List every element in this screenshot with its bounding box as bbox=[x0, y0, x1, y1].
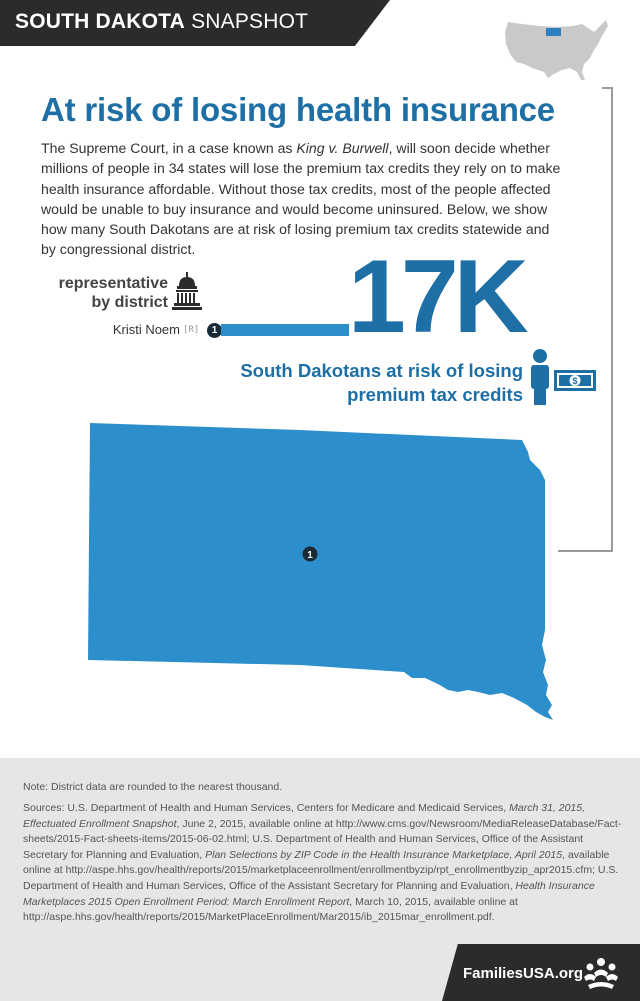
statewide-label-line2: premium tax credits bbox=[347, 384, 523, 405]
svg-text:$: $ bbox=[572, 376, 578, 386]
case-name: King v. Burwell bbox=[296, 140, 389, 156]
south-dakota-shape bbox=[88, 423, 553, 720]
capitol-icon bbox=[172, 272, 202, 310]
sources-title-3: Health Insurance Marketplaces 2015 Open Enrollment Period: March Enrollment Report bbox=[23, 879, 595, 908]
representative-name: Kristi Noem bbox=[112, 322, 180, 337]
dollar-bill-icon bbox=[554, 370, 596, 391]
header-state: SOUTH DAKOTA bbox=[15, 10, 186, 33]
intro-text-1: The Supreme Court, in a case known as bbox=[41, 140, 297, 156]
frame-line-right bbox=[611, 87, 613, 551]
families-usa-logo-icon bbox=[582, 957, 620, 989]
page-title: At risk of losing health insurance bbox=[41, 91, 555, 128]
statewide-total: 17K bbox=[348, 239, 524, 355]
us-map-highlight bbox=[546, 28, 561, 36]
south-dakota-map bbox=[0, 420, 560, 725]
rep-label-line1: representative bbox=[58, 275, 168, 292]
district-marker-bar: 1 bbox=[207, 323, 222, 338]
statewide-label-line1: South Dakotans at risk of losing bbox=[240, 360, 523, 381]
representative-party: [R] bbox=[183, 325, 200, 335]
sources-text-4: , March 10, 2015, available online at http://aspe.hhs.gov/health/reports/2015/MarketPlaceEnrollment/Mar2015/ib_2015mar_enrollment.pdf. bbox=[23, 895, 518, 924]
header-title bbox=[15, 10, 308, 34]
footer-note: Note: District data are rounded to the nearest thousand. bbox=[23, 781, 283, 793]
statewide-label bbox=[220, 359, 523, 407]
header-suffix: SNAPSHOT bbox=[191, 10, 309, 33]
frame-line-bottom bbox=[558, 550, 613, 552]
sources-title-2: Plan Selections by ZIP Code in the Health Insurance Marketplace, April 2015 bbox=[205, 848, 563, 861]
map-district-label: 1 bbox=[307, 550, 313, 561]
district-bar bbox=[221, 324, 349, 336]
sources-text-2: , June 2, 2015, available online at http://www.cms.gov/Newsroom/MediaReleaseDatabase/Fact-sheets/2015-Fact-sheets-items/2015-06-02.html; U.S. Department of Health and Human Services, Office of the Assistant Secretary for Planning and Evaluation, bbox=[23, 817, 622, 861]
us-map-icon bbox=[502, 14, 610, 82]
brand-link[interactable]: FamiliesUSA.org bbox=[463, 965, 584, 982]
representative-label bbox=[40, 274, 168, 312]
footer-sources bbox=[23, 801, 623, 926]
rep-label-line2: by district bbox=[91, 294, 168, 311]
person-icon bbox=[529, 349, 551, 405]
sources-text-3: , available online at http://aspe.hhs.gov/health/reports/2015/marketplaceenrollment/enrollmentbyzip/rpt_enrollmentbyzip_apr2015.cfm; U.S. Department of Health and Human Services, Office of the Assistant Secretary for Planning and Evaluation, bbox=[23, 848, 619, 892]
sources-text-1: Sources: U.S. Department of Health and Human Services, Centers for Medicare and Medicaid Services, bbox=[23, 802, 510, 814]
sources-title-1: March 31, 2015, Effectuated Enrollment Snapshot bbox=[23, 802, 586, 830]
intro-text-2: , will soon decide whether millions of people in 34 states will lose the premium tax credits they rely on to make health insurance affordable. Without those tax credits, most of the people affected would be unable to buy insurance and would become uninsured. Below, we show how many South Dakotans are at risk of losing premium tax credits statewide and by congressional district. bbox=[41, 140, 561, 258]
